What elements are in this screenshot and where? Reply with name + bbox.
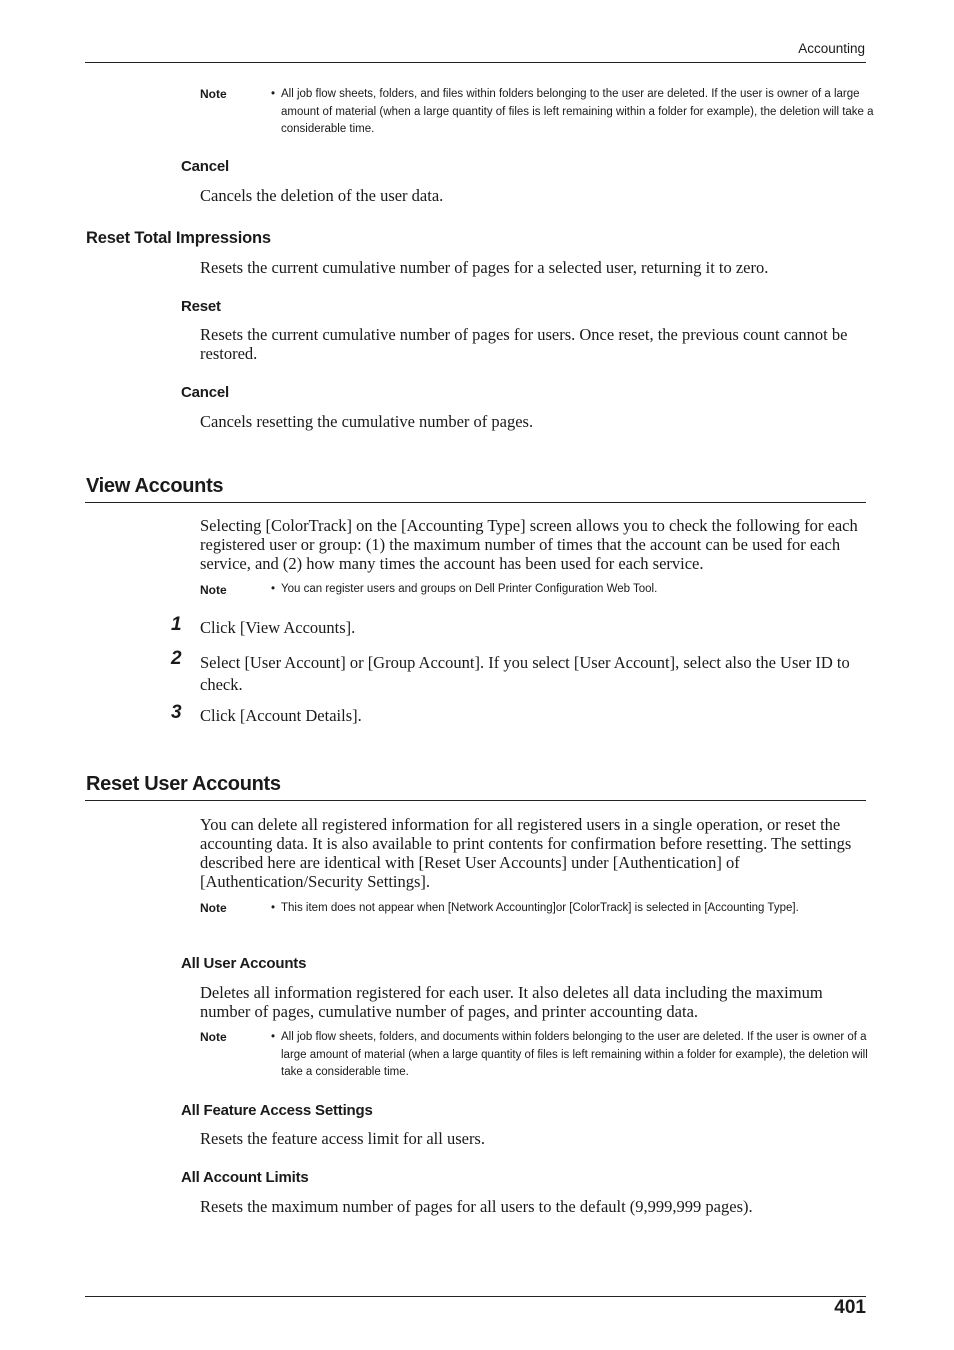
- bullet-icon: •: [271, 583, 276, 595]
- subheading-reset: Reset: [181, 298, 221, 315]
- note-body: This item does not appear when [Network Accounting]or [ColorTrack] is selected in [Accounting Type].: [281, 902, 799, 914]
- subheading-all-user-accounts: All User Accounts: [181, 955, 307, 972]
- paragraph: Resets the feature access limit for all users.: [200, 1129, 485, 1148]
- running-header: Accounting: [798, 41, 865, 56]
- paragraph: Resets the maximum number of pages for all users to the default (9,999,999 pages).: [200, 1197, 753, 1216]
- heading-reset-total-impressions: Reset Total Impressions: [86, 229, 271, 247]
- page-number: 401: [834, 1297, 866, 1318]
- note-text: [271, 1029, 876, 1082]
- note-label: Note: [200, 87, 227, 101]
- note-body: All job flow sheets, folders, and files within folders belonging to the user are deleted. If the user is owner of a large amount of material (when a large quantity of files is left remaining within a folder for example), the deletion will take a considerable time.: [281, 88, 874, 135]
- subheading-all-account-limits: All Account Limits: [181, 1169, 309, 1186]
- heading-reset-user-accounts: Reset User Accounts: [86, 773, 281, 795]
- step-number: 2: [171, 648, 182, 669]
- subheading-all-feature-access-settings: All Feature Access Settings: [181, 1102, 373, 1119]
- note-text: [271, 900, 876, 918]
- bullet-icon: •: [271, 1031, 276, 1043]
- bullet-icon: •: [271, 902, 276, 914]
- footer-rule: [85, 1296, 866, 1297]
- bullet-icon: •: [271, 88, 276, 100]
- step-text: Click [Account Details].: [200, 706, 362, 725]
- note-body: All job flow sheets, folders, and documents within folders belonging to the user are deleted. If the user is owner of a large amount of material (when a large quantity of files is left remaining within a folder for example), the deletion will take a considerable time.: [281, 1031, 868, 1078]
- note-label: Note: [200, 901, 227, 915]
- paragraph: Cancels the deletion of the user data.: [200, 186, 444, 205]
- note-body: You can register users and groups on Dell Printer Configuration Web Tool.: [281, 583, 658, 595]
- paragraph: Cancels resetting the cumulative number of pages.: [200, 412, 534, 431]
- paragraph: Resets the current cumulative number of pages for users. Once reset, the previous count cannot be restored.: [200, 325, 848, 363]
- paragraph: Resets the current cumulative number of pages for a selected user, returning it to zero.: [200, 258, 769, 277]
- note-label: Note: [200, 583, 227, 597]
- subheading-cancel: Cancel: [181, 158, 229, 175]
- paragraph: Selecting [ColorTrack] on the [Accounting Type] screen allows you to check the following for each registered user or group: (1) the maximum number of times that the account can be used for each service, and (2) how many times the account has been used for each service.: [200, 516, 858, 573]
- header-rule: [85, 62, 866, 63]
- step-number: 3: [171, 702, 182, 723]
- subheading-cancel: Cancel: [181, 384, 229, 401]
- note-label: Note: [200, 1030, 227, 1044]
- paragraph: Deletes all information registered for each user. It also deletes all data including the maximum number of pages, cumulative number of pages, and printer accounting data.: [200, 983, 823, 1021]
- step-text: Select [User Account] or [Group Account]. If you select [User Account], select also the User ID to check.: [200, 653, 850, 694]
- heading-view-accounts: View Accounts: [86, 475, 224, 497]
- note-text: [271, 581, 876, 599]
- step-text: Click [View Accounts].: [200, 618, 356, 637]
- paragraph: You can delete all registered information for all registered users in a single operation, or reset the accounting data. It is also available to print contents for confirmation before resetting. The settings described here are identical with [Reset User Accounts] under [Authentication] of [Authentication/Security Settings].: [200, 815, 852, 891]
- note-text: [271, 86, 876, 139]
- section-rule: [85, 502, 866, 503]
- section-rule: [85, 800, 866, 801]
- step-number: 1: [171, 614, 182, 635]
